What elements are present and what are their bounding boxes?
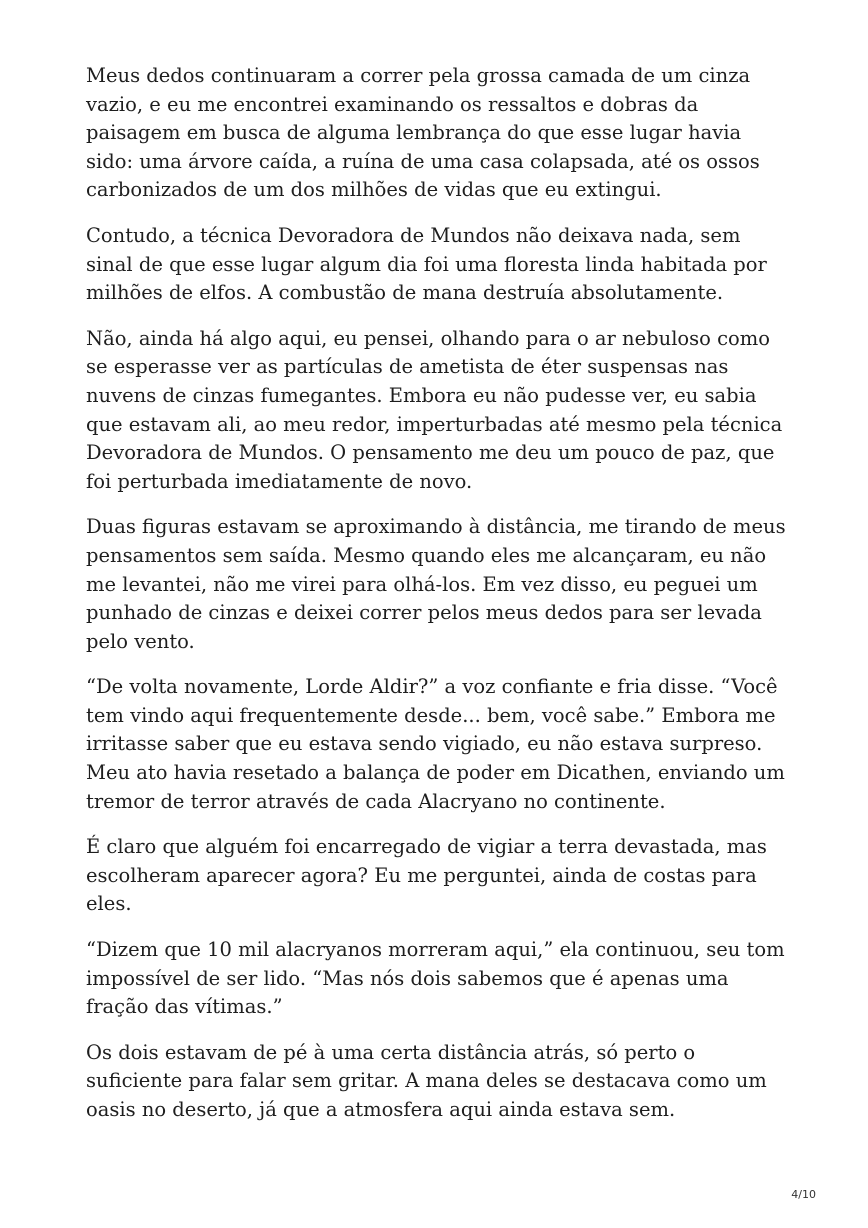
paragraph: Meus dedos continuaram a correr pela grossa camada de um cinza vazio, e eu me encontrei examinando os ressaltos e dobras da paisagem em busca de alguma lembrança do que esse lugar havia sido: uma árvore caída, a ruína de uma casa colapsada, até os ossos carbonizados de um dos milhões de vidas que eu extingui. — [86, 64, 760, 202]
document-body — [86, 62, 786, 1142]
paragraph: Contudo, a técnica Devoradora de Mundos não deixava nada, sem sinal de que esse lugar algum dia foi uma floresta linda habitada por milhões de elfos. A combustão de mana destruía absolutamente. — [86, 223, 767, 305]
paragraph: É claro que alguém foi encarregado de vigiar a terra devastada, mas escolheram aparecer agora? Eu me perguntei, ainda de costas para eles. — [86, 835, 767, 916]
paragraph: “Dizem que 10 mil alacryanos morreram aqui,” ela continuou, seu tom impossível de ser lido. “Mas nós dois sabemos que é apenas uma fração das vítimas.” — [86, 938, 785, 1019]
paragraph: Não, ainda há algo aqui, eu pensei, olhando para o ar nebuloso como se esperasse ver as partículas de ametista de éter suspensas nas nuvens de cinzas fumegantes. Embora eu não pudesse ver, eu sabia que estavam ali, ao meu redor, imperturbadas até mesmo pela técnica Devoradora de Mundos. O pensamento me deu um pouco de paz, que foi perturbada imediatamente de novo. — [86, 326, 783, 493]
paragraph: Os dois estavam de pé à uma certa distância atrás, só perto o suficiente para falar sem gritar. A mana deles se destacava como um oasis no deserto, já que a atmosfera aqui ainda estava sem. — [86, 1040, 767, 1121]
page-number: 4/10 — [791, 1188, 816, 1201]
paragraph: “De volta novamente, Lorde Aldir?” a voz confiante e fria disse. “Você tem vindo aqui frequentemente desde... bem, você sabe.” Embora me irritasse saber que eu estava sendo vigiado, eu não estava surpreso. Meu ato havia resetado a balança de poder em Dicathen, enviando um tremor de terror através de cada Alacryano no continente. — [86, 675, 785, 813]
paragraph: Duas figuras estavam se aproximando à distância, me tirando de meus pensamentos sem saída. Mesmo quando eles me alcançaram, eu não me levantei, não me virei para olhá-los. Em vez disso, eu peguei um punhado de cinzas e deixei correr pelos meus dedos para ser levada pelo vento. — [86, 515, 786, 653]
